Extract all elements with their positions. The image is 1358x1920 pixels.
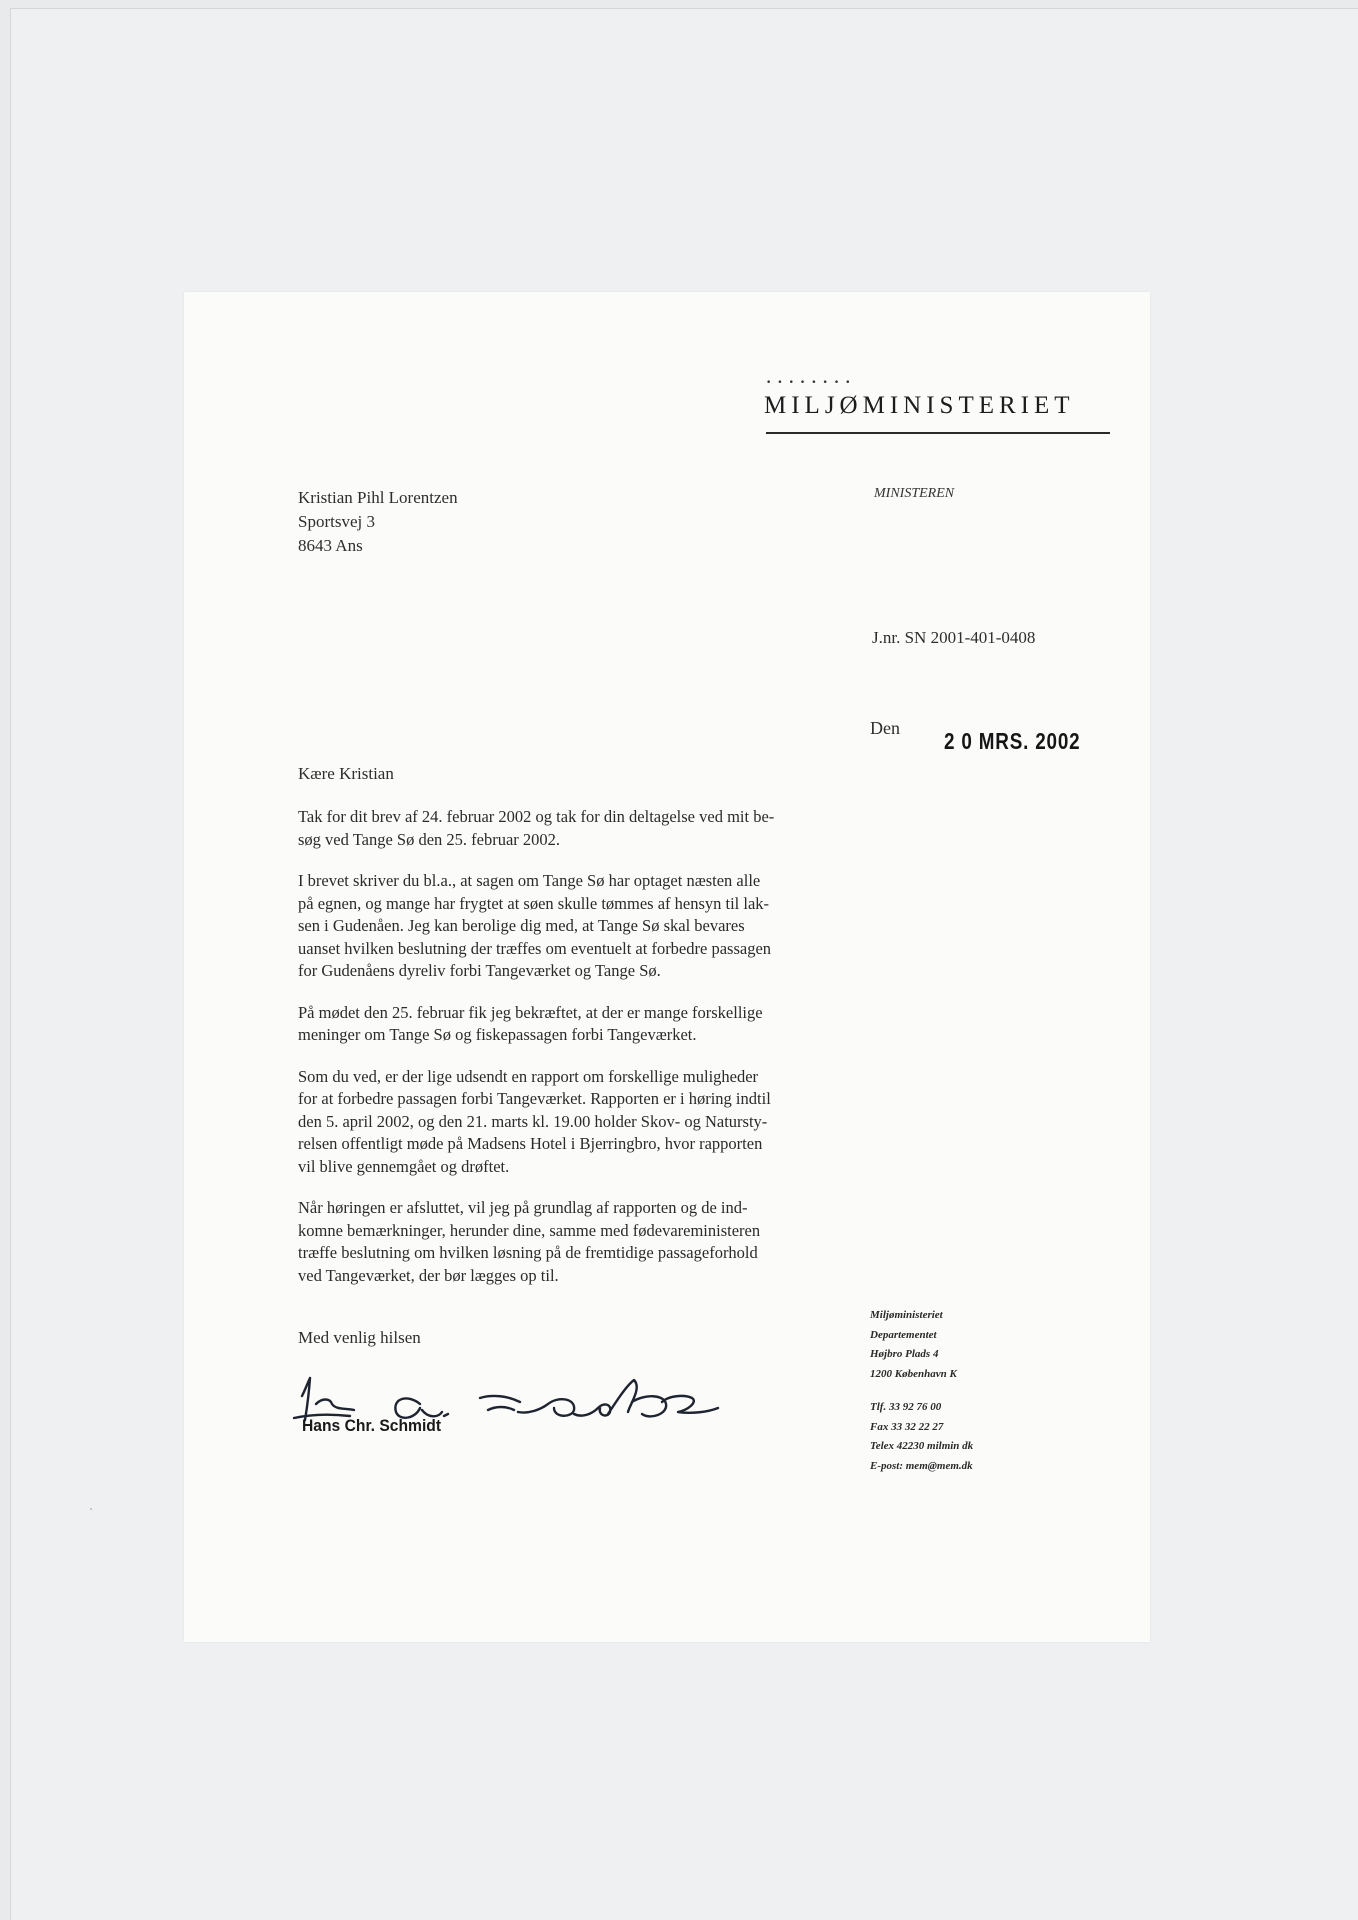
date-label: Den	[870, 718, 900, 738]
recipient-name: Kristian Pihl Lorentzen	[298, 488, 458, 507]
paragraph	[298, 1197, 868, 1287]
letterhead-divider	[766, 432, 1110, 434]
salutation: Kære Kristian	[298, 764, 394, 783]
signer-name: Hans Chr. Schmidt	[302, 1416, 442, 1435]
text-line: Tak for dit brev af 24. februar 2002 og tak for din deltagelse ved mit be-	[298, 807, 775, 826]
closing-phrase: Med venlig hilsen	[298, 1328, 421, 1347]
footer-fax: Fax 33 32 22 27	[870, 1420, 944, 1433]
paragraph	[298, 1066, 868, 1179]
text-line: ved Tangeværket, der bør lægges op til.	[298, 1265, 559, 1285]
text-line: søg ved Tange Sø den 25. februar 2002.	[298, 829, 561, 849]
crown-emblem-icon: ••••••••	[766, 378, 857, 388]
footer-phone: Tlf. 33 92 76 00	[870, 1401, 942, 1413]
text-line: den 5. april 2002, og den 21. marts kl. 19.00 holder Skov- og Natursty-	[298, 1111, 768, 1131]
sender-department: MINISTEREN	[874, 486, 955, 501]
date-stamp: 2 0 MRS. 2002	[944, 728, 1081, 754]
paragraph	[298, 806, 868, 851]
footer-dept: Departementet	[870, 1328, 937, 1341]
text-line: Når høringen er afsluttet, vil jeg på grundlag af rapporten og de ind-	[298, 1198, 748, 1217]
text-line: meninger om Tange Sø og fiskepassagen forbi Tangeværket.	[298, 1025, 697, 1044]
dust-speck	[90, 1508, 92, 1510]
text-line: på egnen, og mange har frygtet at søen skulle tømmes af hensyn til lak-	[298, 893, 770, 913]
footer-telex: Telex 42230 milmin dk	[870, 1440, 974, 1452]
text-line: komne bemærkninger, herunder dine, samme med fødevareministeren	[298, 1220, 761, 1240]
text-line: træffe beslutning om hvilken løsning på de fremtidige passageforhold	[298, 1243, 758, 1262]
footer-street: Højbro Plads 4	[870, 1348, 939, 1360]
ministry-contact-block	[870, 1306, 973, 1476]
text-line: for at forbedre passagen forbi Tangeværket. Rapporten er i høring indtil	[298, 1089, 771, 1108]
text-line: uanset hvilken beslutning der træffes om eventuelt at forbedre passagen	[298, 938, 772, 958]
text-line: relsen offentligt møde på Madsens Hotel i Bjerringbro, hvor rapporten	[298, 1134, 763, 1153]
paragraph	[298, 1002, 868, 1047]
footer-email: E-post: mem@mem.dk	[870, 1459, 973, 1472]
letter-body	[298, 806, 868, 1306]
ministry-name: MILJØMINISTERIET	[764, 392, 1075, 419]
text-line: sen i Gudenåen. Jeg kan berolige dig med, at Tange Sø skal bevares	[298, 916, 745, 935]
text-line: I brevet skriver du bl.a., at sagen om Tange Sø har optaget næsten alle	[298, 871, 761, 890]
recipient-address	[298, 486, 458, 558]
footer-org: Miljøministeriet	[870, 1309, 943, 1321]
paragraph	[298, 870, 868, 983]
recipient-city: 8643 Ans	[298, 536, 363, 555]
letter-page	[184, 292, 1150, 1642]
recipient-street: Sportsvej 3	[298, 512, 375, 531]
text-line: vil blive gennemgået og drøftet.	[298, 1156, 510, 1176]
text-line: På mødet den 25. februar fik jeg bekræftet, at der er mange forskellige	[298, 1002, 763, 1022]
journal-number: J.nr. SN 2001-401-0408	[872, 628, 1036, 647]
text-line: for Gudenåens dyreliv forbi Tangeværket og Tange Sø.	[298, 961, 661, 980]
footer-city: 1200 København K	[870, 1367, 957, 1380]
text-line: Som du ved, er der lige udsendt en rapport om forskellige muligheder	[298, 1066, 759, 1086]
